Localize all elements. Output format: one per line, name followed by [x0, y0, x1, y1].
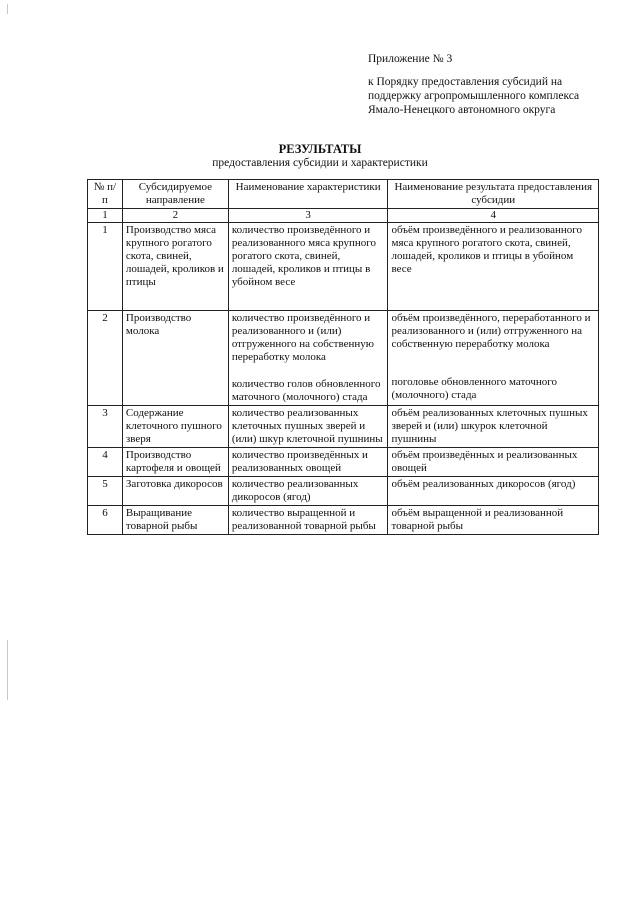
- table-row: [88, 506, 599, 535]
- row-characteristic: количество реализованных клеточных пушных зверей и (или) шкур клеточной пушнины: [228, 406, 388, 448]
- row-direction: Производство картофеля и овощей: [122, 448, 228, 477]
- table-header-row: [88, 180, 599, 209]
- appendix-number: Приложение № 3: [368, 53, 453, 65]
- row-number: 1: [88, 223, 123, 311]
- row-number: 6: [88, 506, 123, 535]
- table-row: [88, 477, 599, 506]
- row-direction: Содержание клеточного пушного зверя: [122, 406, 228, 448]
- row-direction: Производство молока: [122, 311, 228, 406]
- header-number: № п/п: [88, 180, 123, 209]
- table-row: [88, 448, 599, 477]
- scan-edge-mark-top: [7, 4, 8, 14]
- row-characteristic: количество произведённых и реализованных овощей: [228, 448, 388, 477]
- row-result: объём выращенной и реализованной товарной рыбы: [388, 506, 599, 535]
- header-direction: Субсидируемое направление: [122, 180, 228, 209]
- row-result-cell: [388, 311, 599, 406]
- appendix-line: поддержку агропромышленного комплекса: [368, 90, 580, 102]
- scan-edge-mark-middle: [7, 640, 8, 700]
- column-number: 1: [88, 209, 123, 223]
- row-result: объём реализованных дикоросов (ягод): [388, 477, 599, 506]
- row-characteristic: количество произведённого и реализованного и (или) отгруженного на собственную переработку молока: [231, 312, 374, 363]
- row-result: объём произведённого, переработанного и реализованного и (или) отгруженного на собственную переработку молока: [391, 312, 591, 350]
- appendix-block: [368, 52, 628, 117]
- row-characteristic: количество выращенной и реализованной товарной рыбы: [228, 506, 388, 535]
- row-result: объём произведённых и реализованных овощей: [388, 448, 599, 477]
- row-direction: Заготовка дикоросов: [122, 477, 228, 506]
- appendix-line: Ямало-Ненецкого автономного округа: [368, 104, 556, 116]
- column-number-row: [88, 209, 599, 223]
- row-characteristic: количество произведённого и реализованного мяса крупного рогатого скота, свиней, лошадей, кроликов и птицы в убойном весе: [228, 223, 388, 311]
- row-characteristic-cell: [228, 311, 388, 406]
- row-number: 2: [88, 311, 123, 406]
- row-direction: Выращивание товарной рыбы: [122, 506, 228, 535]
- row-characteristic: количество реализованных дикоросов (ягод): [228, 477, 388, 506]
- column-number: 4: [388, 209, 599, 223]
- row-number: 3: [88, 406, 123, 448]
- row-number: 4: [88, 448, 123, 477]
- table-row: [88, 406, 599, 448]
- document-title: РЕЗУЛЬТАТЫ: [278, 142, 362, 156]
- row-result: объём произведённого и реализованного мяса крупного рогатого скота, свиней, лошадей, кроликов и птицы в убойном весе: [388, 223, 599, 311]
- row-direction: Производство мяса крупного рогатого скота, свиней, лошадей, кроликов и птицы: [122, 223, 228, 311]
- column-number: 3: [228, 209, 388, 223]
- column-number: 2: [122, 209, 228, 223]
- row-number: 5: [88, 477, 123, 506]
- document-subtitle: предоставления субсидии и характеристики: [212, 157, 428, 169]
- row-result: объём реализованных клеточных пушных зверей и (или) шкурок клеточной пушнины: [388, 406, 599, 448]
- row-characteristic-secondary: количество голов обновленного маточного (молочного) стада: [231, 378, 381, 403]
- table-row: [88, 311, 599, 406]
- header-characteristic: Наименование характеристики: [228, 180, 388, 209]
- results-table: [87, 179, 599, 535]
- header-result: Наименование результата предоставления субсидии: [388, 180, 599, 209]
- row-result-secondary: поголовье обновленного маточного (молочного) стада: [391, 376, 557, 401]
- table-row: [88, 223, 599, 311]
- appendix-line: к Порядку предоставления субсидий на: [368, 76, 563, 88]
